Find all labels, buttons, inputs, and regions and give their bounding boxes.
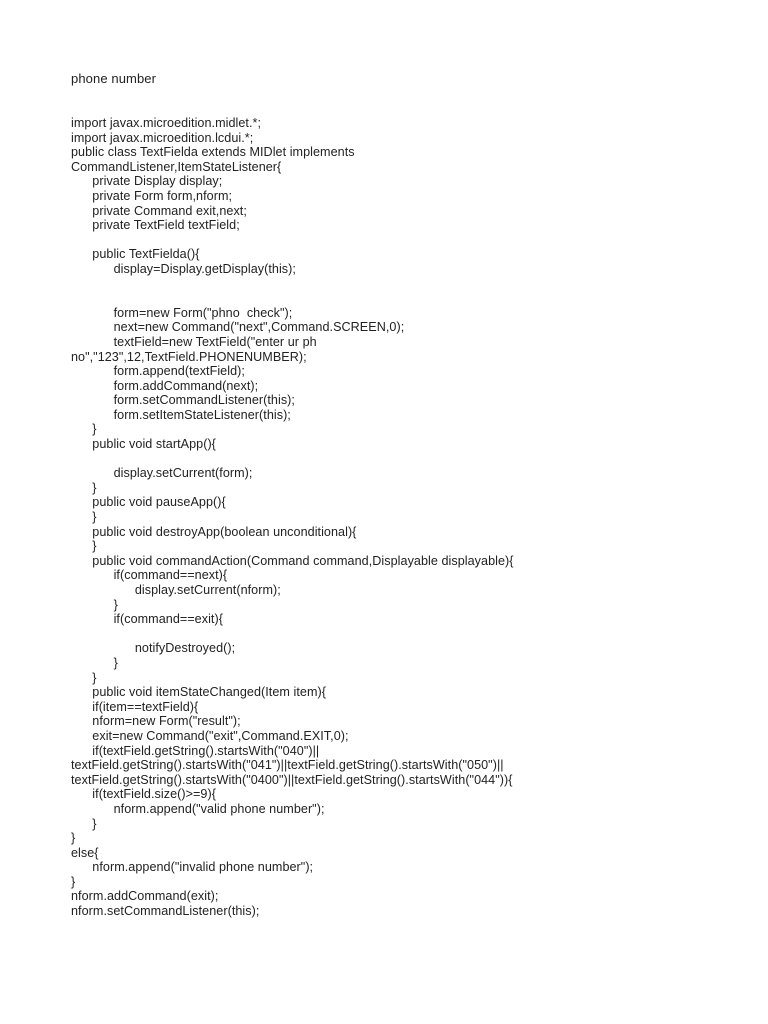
code-line bbox=[71, 277, 751, 292]
code-line: textField=new TextField("enter ur ph bbox=[71, 334, 317, 349]
code-line: private Form form,nform; bbox=[71, 188, 233, 203]
code-line: next=new Command("next",Command.SCREEN,0); bbox=[71, 320, 405, 335]
code-line bbox=[71, 627, 751, 642]
code-line bbox=[71, 452, 751, 467]
code-line: exit=new Command("exit",Command.EXIT,0); bbox=[71, 728, 349, 743]
code-line: if(textField.size()>=9){ bbox=[71, 787, 216, 802]
document-title: phone number bbox=[71, 71, 157, 86]
code-line: form.addCommand(next); bbox=[71, 378, 259, 393]
code-line: public class TextFielda extends MIDlet implements bbox=[71, 145, 355, 160]
code-line: } bbox=[71, 510, 97, 525]
code-line: textField.getString().startsWith("0400")||textField.getString().startsWith("044")){ bbox=[71, 772, 513, 787]
code-line: public TextFielda(){ bbox=[71, 247, 200, 262]
code-line: display.setCurrent(form); bbox=[71, 466, 253, 481]
code-line: nform.append("valid phone number"); bbox=[71, 801, 325, 816]
code-line: private Display display; bbox=[71, 174, 223, 189]
code-line bbox=[71, 291, 751, 306]
code-line: CommandListener,ItemStateListener{ bbox=[71, 159, 282, 174]
code-line: public void startApp(){ bbox=[71, 437, 216, 452]
code-line: nform=new Form("result"); bbox=[71, 714, 241, 729]
code-line: form.setCommandListener(this); bbox=[71, 393, 295, 408]
code-line: } bbox=[71, 539, 97, 554]
code-line: } bbox=[71, 874, 76, 889]
code-line: form.append(textField); bbox=[71, 364, 245, 379]
code-line: public void destroyApp(boolean unconditional){ bbox=[71, 524, 357, 539]
code-line: } bbox=[71, 422, 97, 437]
code-line: } bbox=[71, 831, 76, 846]
code-line: else{ bbox=[71, 845, 99, 860]
code-line: if(textField.getString().startsWith("040")|| bbox=[71, 743, 320, 758]
code-line: private TextField textField; bbox=[71, 218, 240, 233]
code-line: if(command==next){ bbox=[71, 568, 228, 583]
code-line: display=Display.getDisplay(this); bbox=[71, 261, 296, 276]
code-line: form.setItemStateListener(this); bbox=[71, 407, 291, 422]
code-line: nform.addCommand(exit); bbox=[71, 889, 219, 904]
code-line: nform.setCommandListener(this); bbox=[71, 904, 260, 919]
code-line: textField.getString().startsWith("041")||textField.getString().startsWith("050")|| bbox=[71, 758, 504, 773]
code-line: if(item==textField){ bbox=[71, 699, 199, 714]
code-line: display.setCurrent(nform); bbox=[71, 583, 281, 597]
code-line: public void pauseApp(){ bbox=[71, 495, 226, 510]
code-line: import javax.microedition.lcdui.*; bbox=[71, 130, 254, 145]
code-line: } bbox=[71, 816, 97, 831]
code-line: no","123",12,TextField.PHONENUMBER); bbox=[71, 349, 307, 364]
code-line: notifyDestroyed(); bbox=[71, 641, 236, 656]
code-line: } bbox=[71, 670, 97, 685]
code-line: nform.append("invalid phone number"); bbox=[71, 860, 314, 875]
code-listing bbox=[71, 116, 751, 919]
code-line: public void itemStateChanged(Item item){ bbox=[71, 685, 326, 700]
code-line: if(command==exit){ bbox=[71, 612, 223, 627]
code-line: form=new Form("phno check"); bbox=[71, 305, 293, 320]
code-line: public void commandAction(Command command,Displayable displayable){ bbox=[71, 553, 514, 568]
code-line: } bbox=[71, 480, 97, 495]
code-line bbox=[71, 233, 751, 248]
code-line: private Command exit,next; bbox=[71, 203, 247, 218]
code-line: } bbox=[71, 655, 118, 670]
code-line: import javax.microedition.midlet.*; bbox=[71, 116, 262, 130]
code-line: } bbox=[71, 597, 118, 612]
